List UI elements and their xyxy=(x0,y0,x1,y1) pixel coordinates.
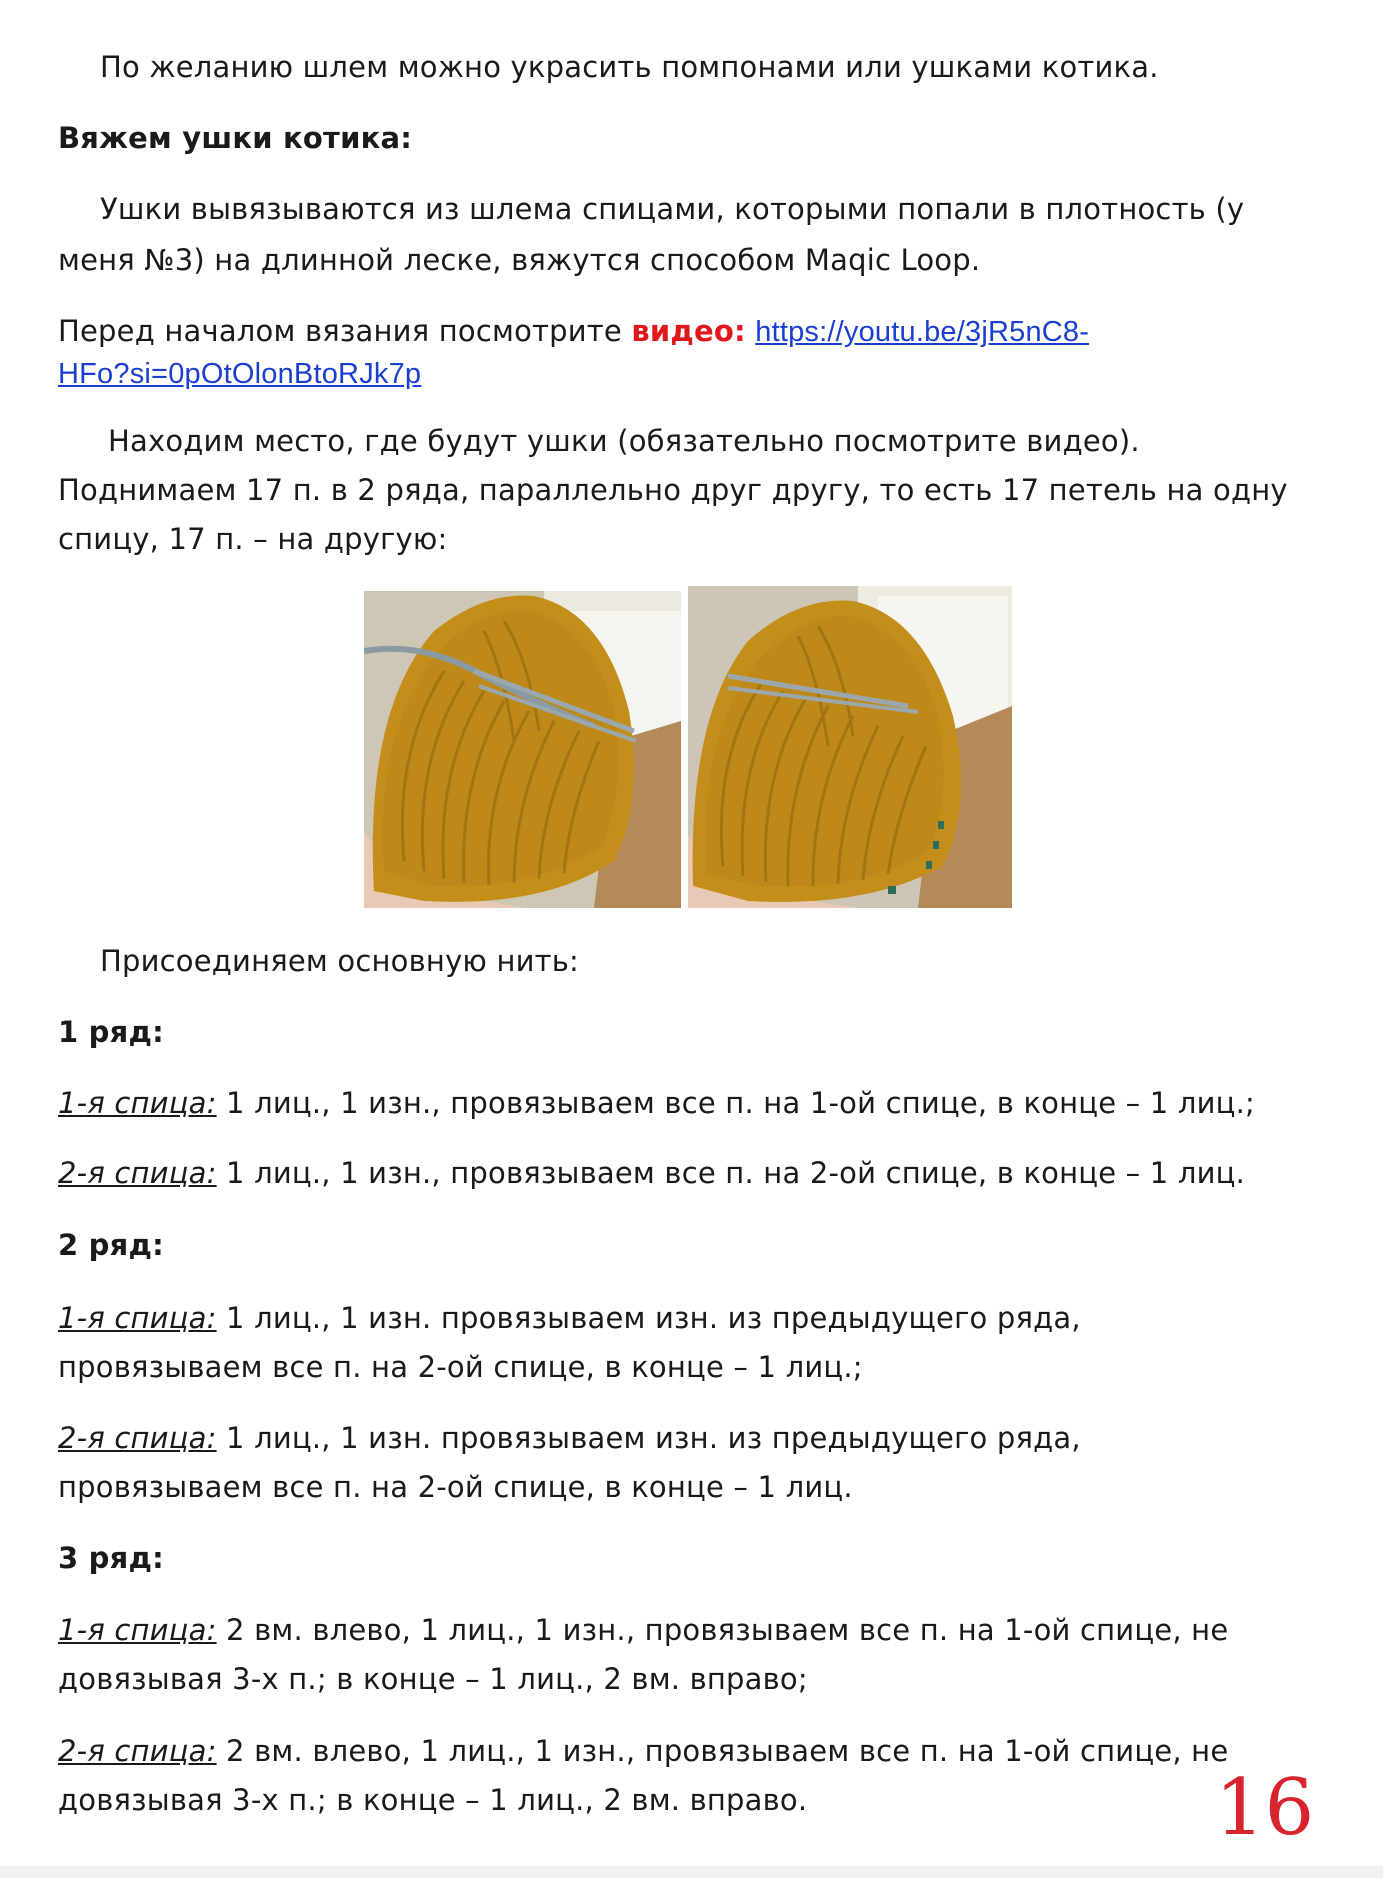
row-2-needle-1-text: 1 лиц., 1 изн. провязываем изн. из предыдущего ряда, xyxy=(216,1301,1081,1335)
row-3-title: 3 ряд: xyxy=(58,1541,164,1575)
intro-paragraph: По желанию шлем можно украсить помпонами или ушками котика. xyxy=(100,50,1159,84)
page-bottom-margin xyxy=(0,1866,1383,1878)
video-label: видео: xyxy=(631,314,746,348)
row-2-needle-1-label: 1-я спица: xyxy=(58,1301,217,1335)
row-1-needle-2-label: 2-я спица: xyxy=(58,1156,217,1190)
row-3-needle-1-cont: довязывая 3-х п.; в конце – 1 лиц., 2 вм. вправо; xyxy=(58,1662,808,1696)
row-1-needle-1-label: 1-я спица: xyxy=(58,1086,217,1120)
ears-description-line-1: Ушки вывязываются из шлема спицами, которыми попали в плотность (у xyxy=(100,192,1245,226)
ears-description-line-2: меня №3) на длинной леске, вяжутся способом Maqic Loop. xyxy=(58,243,981,277)
video-link[interactable]: https://youtu.be/3jR5nC8- xyxy=(755,316,1090,348)
knitting-photo-1-image xyxy=(364,591,681,908)
row-3-needle-1-label: 1-я спица: xyxy=(58,1613,217,1647)
section-heading-cat-ears: Вяжем ушки котика: xyxy=(58,121,413,155)
row-2-needle-2-text: 1 лиц., 1 изн. провязываем изн. из предыдущего ряда, xyxy=(216,1421,1081,1455)
row-1-needle-1 xyxy=(58,1078,1255,1128)
row-1-needle-2 xyxy=(58,1148,1245,1198)
row-3-needle-2-label: 2-я спица: xyxy=(58,1734,217,1768)
placement-line-2: Поднимаем 17 п. в 2 ряда, параллельно друг другу, то есть 17 петель на одну xyxy=(58,473,1288,507)
row-2-needle-2 xyxy=(58,1413,1081,1463)
row-3-needle-1 xyxy=(58,1605,1228,1655)
row-3-needle-2-text: 2 вм. влево, 1 лиц., 1 изн., провязываем все п. на 1-ой спице, не xyxy=(216,1734,1229,1768)
knitting-photo-2 xyxy=(688,586,1012,908)
video-paragraph-line-2 xyxy=(58,348,421,399)
row-2-needle-1 xyxy=(58,1293,1081,1343)
row-2-needle-1-cont: провязываем все п. на 2-ой спице, в конце – 1 лиц.; xyxy=(58,1350,863,1384)
join-yarn-line: Присоединяем основную нить: xyxy=(100,944,580,978)
row-3-needle-2 xyxy=(58,1726,1228,1776)
row-3-needle-1-text: 2 вм. влево, 1 лиц., 1 изн., провязываем все п. на 1-ой спице, не xyxy=(216,1613,1229,1647)
video-prefix-text: Перед началом вязания посмотрите xyxy=(58,314,632,348)
placement-line-1: Находим место, где будут ушки (обязательно посмотрите видео). xyxy=(108,424,1140,458)
placement-line-3: спицу, 17 п. – на другую: xyxy=(58,522,448,556)
page-number: 16 xyxy=(1215,1763,1315,1853)
row-1-title: 1 ряд: xyxy=(58,1015,164,1049)
row-2-needle-2-cont: провязываем все п. на 2-ой спице, в конце – 1 лиц. xyxy=(58,1470,853,1504)
row-2-title: 2 ряд: xyxy=(58,1228,164,1262)
video-link-continued[interactable]: HFo?si=0pOtOlonBtoRJk7p xyxy=(58,358,422,390)
row-1-needle-1-text: 1 лиц., 1 изн., провязываем все п. на 1-ой спице, в конце – 1 лиц.; xyxy=(216,1086,1255,1120)
knitting-photo-1 xyxy=(364,591,681,908)
row-3-needle-2-cont: довязывая 3-х п.; в конце – 1 лиц., 2 вм. вправо. xyxy=(58,1783,808,1817)
knitting-photo-2-image xyxy=(688,586,1012,908)
row-2-needle-2-label: 2-я спица: xyxy=(58,1421,217,1455)
row-1-needle-2-text: 1 лиц., 1 изн., провязываем все п. на 2-ой спице, в конце – 1 лиц. xyxy=(216,1156,1245,1190)
